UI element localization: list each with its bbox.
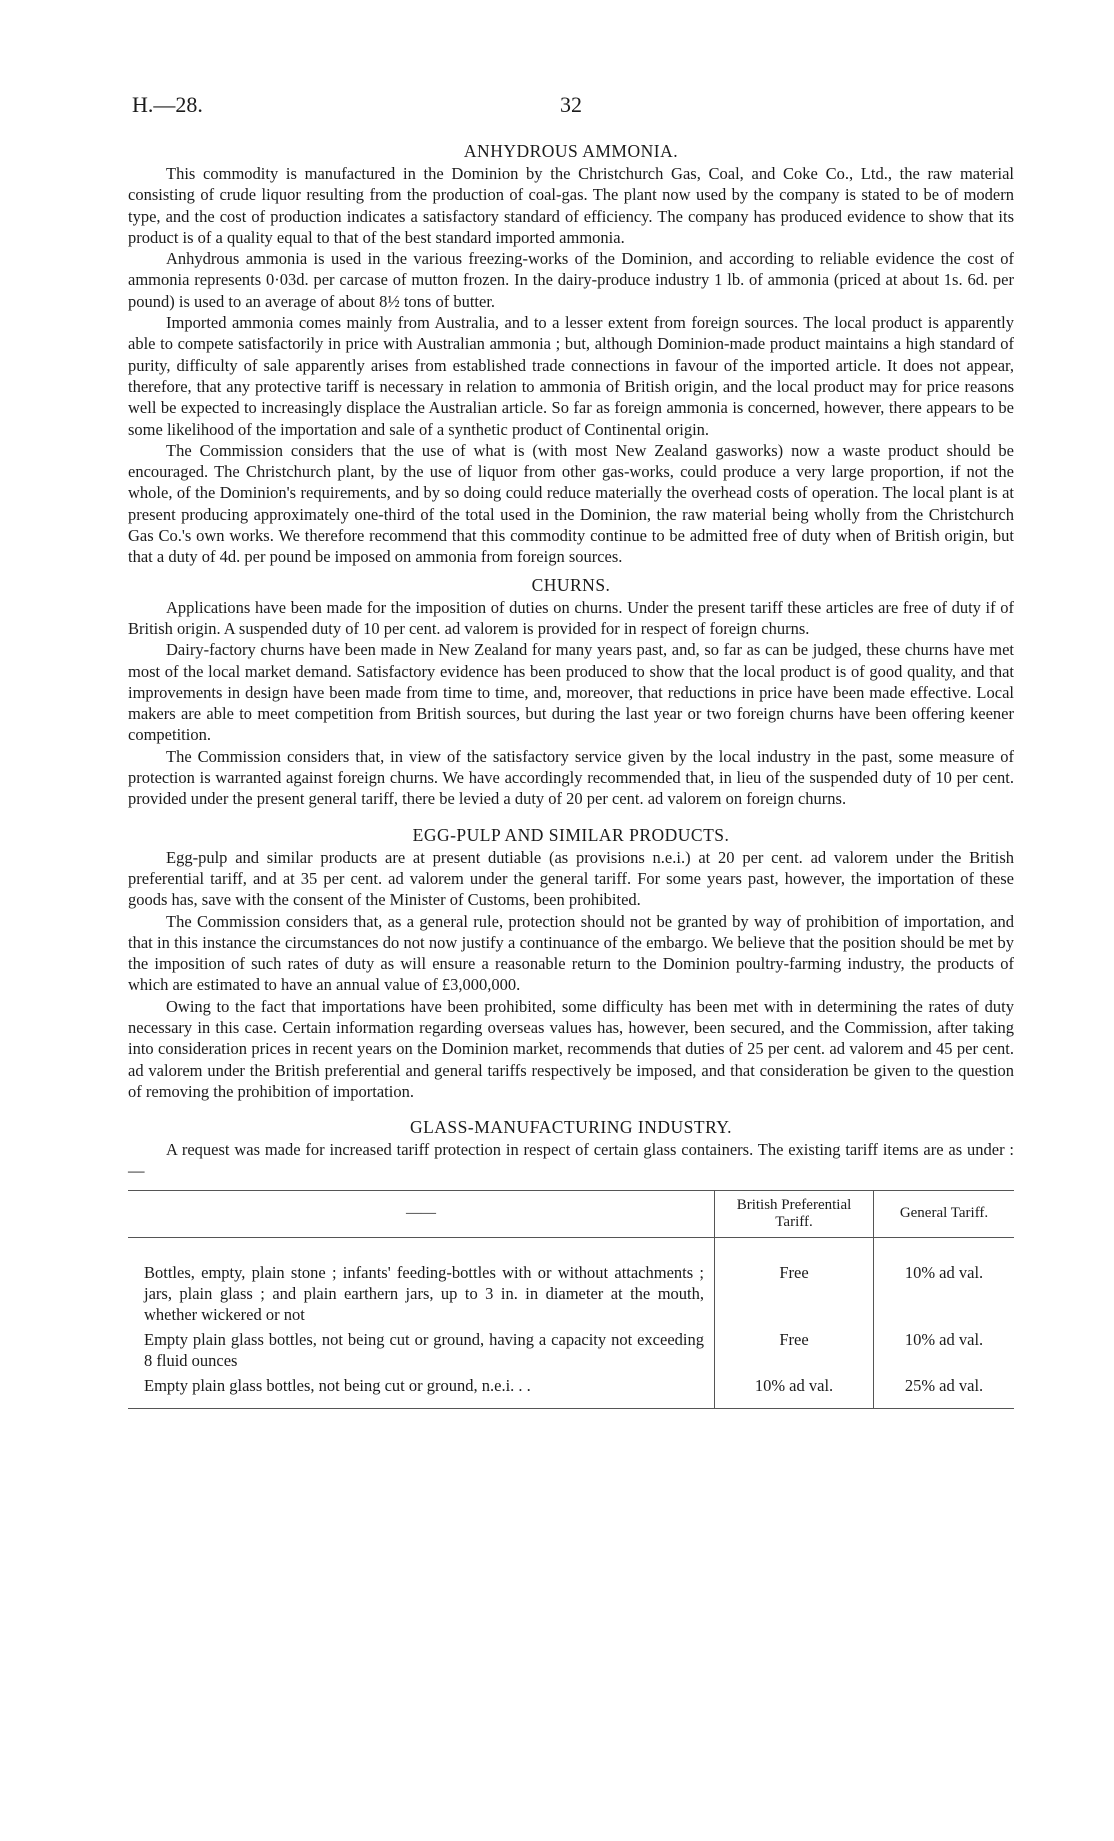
section-title: ANHYDROUS AMMONIA.: [463, 141, 679, 161]
paragraph: Owing to the fact that importations have been prohibited, some difficulty has been met with in determining the rates of duty necessary in this case. Certain information regarding overseas values has, however, been secured, and the Commission, after taking into consideration prices in recent years on the Dominion market, recommends that duties of 25 per cent. ad valorem and 45 per cent. ad valorem under the British preferential and general tariffs respectively be imposed, and that consideration be given to the question of removing the prohibition of importation.: [128, 996, 1014, 1101]
general-rate: 10% ad val.: [874, 1327, 1015, 1373]
page-number: 32: [560, 92, 582, 117]
paragraph: Imported ammonia comes mainly from Australia, and to a lesser extent from foreign sources. The local product is apparently able to compete satisfactorily in price with Australian ammonia ; but, although Dominion-made product maintains a high standard of purity, difficulty of sale apparently arises from established trade connections in favour of the imported article. It does not appear, therefore, that any protective tariff is necessary in relation to ammonia of British origin, and the local product may for price reasons well be expected to increasingly displace the Australian article. So far as foreign ammonia is concerned, however, there appears to be some likelihood of the importation and sale of a synthetic product of Continental origin.: [128, 313, 1014, 439]
section-title: EGG-PULP AND SIMILAR PRODUCTS.: [412, 824, 730, 845]
tariff-item: Empty plain glass bottles, not being cut or ground, n.e.i. . .: [128, 1373, 715, 1409]
paragraph: The Commission considers that the use of what is (with most New Zealand gasworks) now a waste product should be encouraged. The Christchurch plant, by the use of liquor from other gas-works, could produce a very large proportion, if not the whole, of the Dominion's requirements, and by so doing could reduce materially the overhead costs of operation. The local plant is at present producing approximately one-third of the total used in the Dominion, the raw material being wholly from the Christchurch Gas Co.'s own works. We therefore recommend that this commodity continue to be admitted free of duty when of British origin, but that a duty of 4d. per pound be imposed on ammonia from foreign sources.: [128, 440, 1014, 567]
paragraph: This commodity is manufactured in the Dominion by the Christchurch Gas, Coal, and Coke Co., Ltd., the raw material consisting of crude liquor resulting from the production of coal-gas. The plant now used by the company is stated to be of modern type, and the cost of production indicates a satisfactory standard of efficiency. The company has produced evidence to show that its product is of a quality equal to that of the best standard imported ammonia.: [128, 164, 1014, 247]
tariff-item: Bottles, empty, plain stone ; infants' feeding-bottles with or without attachments ; jars, plain glass ; and plain earthern jars, up to 3 in. in diameter at the mouth, whether wickered or not: [144, 1262, 704, 1324]
paragraph: Dairy-factory churns have been made in New Zealand for many years past, and, so far as can be judged, these churns have met most of the local market demand. Satisfactory evidence has been produced to show that the local product is of good quality, and that improvements in design have been made from time to time, and, moreover, that reductions in price have been made effective. Local makers are able to meet competition from British sources, but during the last year or two foreign churns have been offering keener competition.: [128, 640, 1014, 745]
paragraph: Egg-pulp and similar products are at present dutiable (as provisions n.e.i.) at 20 per cent. ad valorem under the British preferential tariff, and at 35 per cent. ad valorem under the general tariff. For some years past, however, the importation of these goods has, save with the consent of the Minister of Customs, been prohibited.: [128, 847, 1014, 910]
page-header: [132, 92, 1012, 126]
tariff-item: Empty plain glass bottles, not being cut or ground, having a capacity not exceeding 8 fluid ounces: [144, 1329, 704, 1370]
paragraph: A request was made for increased tariff protection in respect of certain glass containers. The existing tariff items are as under :—: [128, 1140, 1014, 1181]
table-row: [128, 1260, 1014, 1327]
general-rate: 25% ad val.: [874, 1373, 1015, 1409]
column-header-item: ——: [128, 1190, 715, 1237]
paragraph: The Commission considers that, in view of the satisfactory service given by the local industry in the past, some measure of protection is warranted against foreign churns. We have accordingly recommended that, in lieu of the suspended duty of 10 per cent. provided under the present general tariff, there be levied a duty of 20 per cent. ad valorem on foreign churns.: [128, 746, 1014, 809]
paragraph: The Commission considers that, as a general rule, protection should not be granted by way of prohibition of importation, and that in this instance the circumstances do not now justify a continuance of the embargo. We believe that the position should be met by the imposition of such rates of duty as will ensure a reasonable return to the Dominion poultry-farming industry, the products of which are estimated to have an annual value of £3,000,000.: [128, 911, 1014, 995]
column-header-general: General Tariff.: [874, 1190, 1015, 1237]
document-body: [128, 140, 1014, 1409]
column-header-british: British Preferential Tariff.: [715, 1190, 874, 1237]
table-row: [128, 1373, 1014, 1409]
document-reference: H.—28.: [132, 92, 203, 117]
tariff-table: [128, 1190, 1014, 1409]
table-spacer: [128, 1237, 1014, 1260]
table-row: [128, 1327, 1014, 1373]
british-rate: 10% ad val.: [715, 1373, 874, 1409]
section-title: CHURNS.: [531, 574, 611, 595]
british-rate: Free: [715, 1327, 874, 1373]
paragraph: Anhydrous ammonia is used in the various freezing-works of the Dominion, and according to reliable evidence the cost of ammonia represents 0·03d. per carcase of mutton frozen. In the dairy-produce industry 1 lb. of ammonia (priced at about 1s. 6d. per pound) is used to an average of about 8½ tons of butter.: [128, 249, 1014, 311]
general-rate: 10% ad val.: [874, 1260, 1015, 1327]
section-title: GLASS-MANUFACTURING INDUSTRY.: [409, 1117, 733, 1138]
british-rate: Free: [715, 1260, 874, 1327]
paragraph: Applications have been made for the imposition of duties on churns. Under the present tariff these articles are free of duty if of British origin. A suspended duty of 10 per cent. ad valorem is provided for in respect of foreign churns.: [128, 597, 1014, 638]
table-header-row: [128, 1190, 1014, 1237]
